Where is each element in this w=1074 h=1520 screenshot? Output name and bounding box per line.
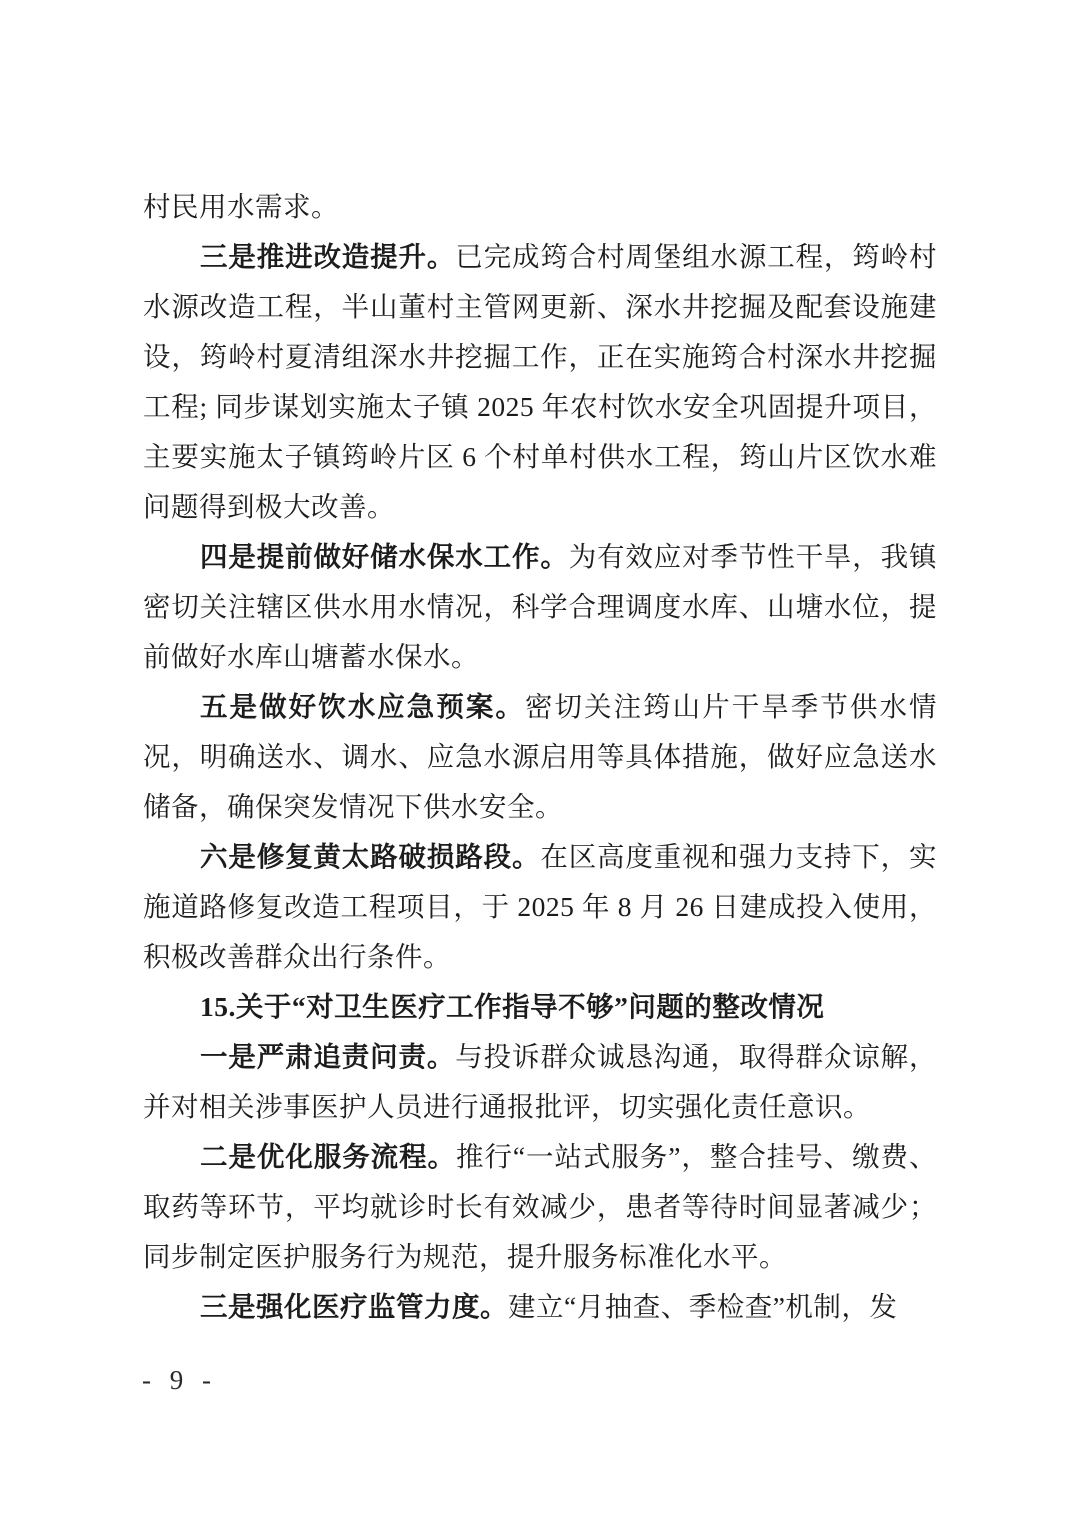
document-body xyxy=(143,182,937,1332)
paragraph-text: 村民用水需求。 xyxy=(143,191,339,222)
paragraph-lead: 四是提前做好储水保水工作。 xyxy=(200,541,569,572)
paragraph-item-6 xyxy=(143,832,937,982)
paragraph-text: 推行“一站式服务”，整合挂号、缴费、取药等环节，平均就诊时长有效减少，患者等待时间显著减少；同步制定医护服务行为规范，提升服务标准化水平。 xyxy=(143,1141,937,1272)
paragraph-text: 建立“月抽查、季检查”机制，发 xyxy=(508,1291,898,1322)
paragraph-item-5 xyxy=(143,682,937,832)
page-number: - 9 - xyxy=(142,1365,217,1395)
paragraph-lead: 二是优化服务流程。 xyxy=(200,1141,457,1172)
paragraph-lead: 三是推进改造提升。 xyxy=(200,241,456,272)
section-heading-text: 15.关于“对卫生医疗工作指导不够”问题的整改情况 xyxy=(200,991,825,1022)
paragraph-text: 与投诉群众诚恳沟通，取得群众谅解，并对相关涉事医护人员进行通报批评，切实强化责任意识。 xyxy=(143,1041,938,1122)
paragraph-text: 在区高度重视和强力支持下，实施道路修复改造工程项目，于 2025 年 8 月 26 日建成投入使用，积极改善群众出行条件。 xyxy=(143,841,938,972)
paragraph-item-2 xyxy=(143,1132,937,1282)
paragraph-item-3 xyxy=(143,232,937,532)
paragraph-lead: 五是做好饮水应急预案。 xyxy=(200,691,525,722)
paragraph-text: 密切关注筠山片干旱季节供水情况，明确送水、调水、应急水源启用等具体措施，做好应急送水储备，确保突发情况下供水安全。 xyxy=(143,691,938,822)
paragraph-text: 已完成筠合村周堡组水源工程，筠岭村水源改造工程，半山董村主管网更新、深水井挖掘及配套设施建设，筠岭村夏清组深水井挖掘工作，正在实施筠合村深水井挖掘工程; 同步谋划实施太子镇 2025 年农村饮水安全巩固提升项目，主要实施太子镇筠岭片区 6 个村单村供水工程，筠山片区饮水难问题得到极大改善。 xyxy=(143,241,938,522)
paragraph-lead: 六是修复黄太路破损路段。 xyxy=(200,841,541,872)
paragraph-item-3b xyxy=(143,1282,937,1332)
section-heading-15 xyxy=(143,982,937,1032)
paragraph-item-4 xyxy=(143,532,937,682)
paragraph-lead: 三是强化医疗监管力度。 xyxy=(200,1291,508,1322)
paragraph-continuation xyxy=(143,182,937,232)
paragraph-item-1 xyxy=(143,1032,937,1132)
paragraph-text: 为有效应对季节性干旱，我镇密切关注辖区供水用水情况，科学合理调度水库、山塘水位，提前做好水库山塘蓄水保水。 xyxy=(143,541,938,672)
paragraph-lead: 一是严肃追责问责。 xyxy=(200,1041,456,1072)
